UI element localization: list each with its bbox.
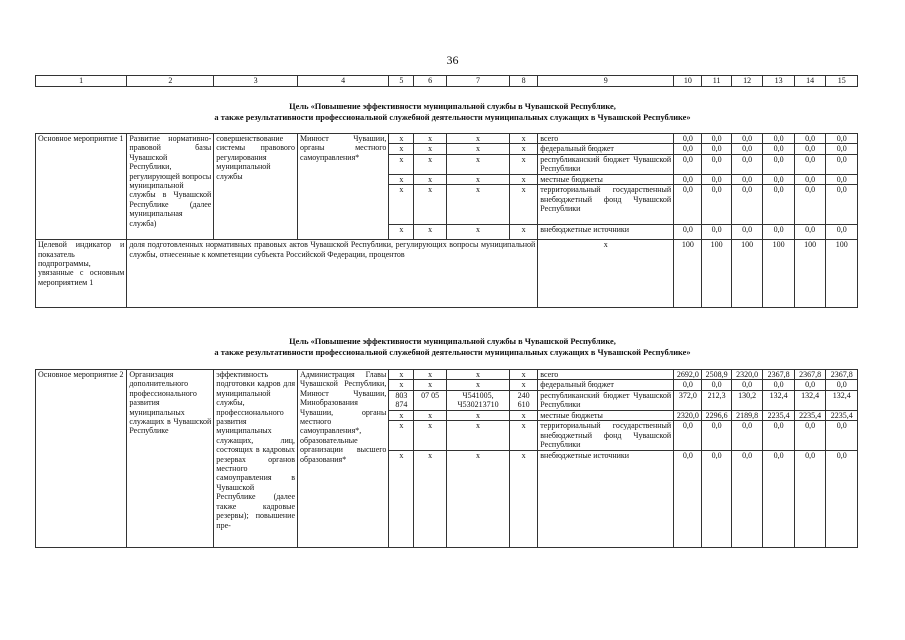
funding-value: 0,0	[702, 380, 731, 390]
column-number: 4	[298, 76, 389, 87]
expected-result: совершенствование системы правового регулирования муниципальной службы	[214, 134, 298, 240]
funding-value: 0,0	[826, 174, 858, 184]
budget-code-c5: x	[389, 410, 414, 420]
column-number: 9	[538, 76, 674, 87]
funding-value: 132,4	[826, 390, 858, 410]
target-indicator-text: доля подготовленных нормативных правовых актов Чувашской Республики, регулирующих вопросы муниципальной службы, отнесенные к компетенции субъекта Российской Федерации, процентов	[127, 240, 538, 308]
funding-value: 2235,4	[763, 410, 795, 420]
funding-value: 0,0	[674, 154, 702, 174]
funding-value: 0,0	[731, 144, 763, 154]
target-indicator-value: 100	[763, 240, 795, 308]
funding-value: 0,0	[794, 451, 826, 548]
funding-value: 0,0	[674, 421, 702, 451]
funding-value: 0,0	[731, 421, 763, 451]
main-measure-2-table	[35, 369, 858, 548]
budget-code-c7: x	[446, 380, 509, 390]
funding-value: 0,0	[763, 380, 795, 390]
target-indicator-value: 100	[794, 240, 826, 308]
funding-value: 0,0	[674, 144, 702, 154]
funding-value: 0,0	[702, 185, 731, 225]
budget-code-c8: x	[510, 144, 538, 154]
budget-code-c8: x	[510, 451, 538, 548]
funding-value: 0,0	[702, 174, 731, 184]
measure-name: Основное мероприятие 2	[36, 370, 127, 548]
column-number: 1	[36, 76, 127, 87]
budget-code-c7: x	[446, 134, 509, 144]
funding-value: 0,0	[826, 380, 858, 390]
budget-code-c6: x	[414, 185, 447, 225]
budget-code-c7: x	[446, 225, 509, 240]
budget-code-c5: x	[389, 421, 414, 451]
measure-name: Основное мероприятие 1	[36, 134, 127, 240]
budget-code-c8: x	[510, 410, 538, 420]
budget-code-c7: x	[446, 144, 509, 154]
funding-value: 2367,8	[826, 370, 858, 380]
goal-heading-2: Цель «Повышение эффективности муниципальной службы в Чувашской Республике, а также результативности профессиональной служебной деятельности муниципальных служащих в Чувашской Республике»	[214, 337, 691, 357]
column-number: 13	[763, 76, 795, 87]
funding-value: 0,0	[826, 225, 858, 240]
measure-description: Развитие нормативно-правовой базы Чувашской Республики, регулирующей вопросы муниципальной службы в Чувашской Республике (далее муниципальная служба)	[127, 134, 214, 240]
funding-value: 0,0	[763, 185, 795, 225]
funding-value: 0,0	[731, 154, 763, 174]
column-number: 15	[826, 76, 858, 87]
funding-value: 2692,0	[674, 370, 702, 380]
budget-code-c6: x	[414, 451, 447, 548]
funding-value: 372,0	[674, 390, 702, 410]
funding-value: 0,0	[794, 380, 826, 390]
budget-code-c6: x	[414, 134, 447, 144]
funding-value: 0,0	[826, 134, 858, 144]
budget-code-c5: 803 874	[389, 390, 414, 410]
budget-code-c8: x	[510, 134, 538, 144]
funding-value: 0,0	[731, 174, 763, 184]
column-number: 12	[731, 76, 763, 87]
budget-code-c5: x	[389, 370, 414, 380]
funding-value: 0,0	[763, 421, 795, 451]
funding-value: 0,0	[763, 174, 795, 184]
funding-value: 0,0	[674, 134, 702, 144]
table-row	[36, 134, 858, 144]
funding-value: 0,0	[731, 451, 763, 548]
funding-value: 0,0	[826, 185, 858, 225]
funding-value: 0,0	[794, 134, 826, 144]
funding-source: территориальный государственный внебюджетный фонд Чувашской Республики	[538, 185, 674, 225]
funding-source: внебюджетные источники	[538, 225, 674, 240]
budget-code-c5: x	[389, 451, 414, 548]
budget-code-c5: x	[389, 225, 414, 240]
column-number: 5	[389, 76, 414, 87]
column-number: 14	[794, 76, 826, 87]
funding-value: 0,0	[731, 134, 763, 144]
budget-code-c5: x	[389, 185, 414, 225]
budget-code-c7: Ч541005, Ч530213710	[446, 390, 509, 410]
funding-value: 0,0	[763, 144, 795, 154]
budget-code-c8: x	[510, 370, 538, 380]
funding-value: 2235,4	[826, 410, 858, 420]
funding-value: 0,0	[794, 421, 826, 451]
funding-value: 130,2	[731, 390, 763, 410]
funding-value: 2320,0	[674, 410, 702, 420]
funding-value: 0,0	[674, 174, 702, 184]
target-indicator-x: x	[538, 240, 674, 308]
funding-value: 0,0	[826, 451, 858, 548]
target-indicator-value: 100	[731, 240, 763, 308]
funding-value: 0,0	[794, 154, 826, 174]
budget-code-c6: x	[414, 380, 447, 390]
budget-code-c6: x	[414, 174, 447, 184]
funding-source: всего	[538, 134, 674, 144]
expected-result: эффективность подготовки кадров для муниципальной службы, профессионального развития муниципальных служащих, лиц, состоящих в кадровых резервах органов местного самоуправления в Чувашской Республике (далее также кадровые резервы); повышение пре-	[214, 370, 298, 548]
funding-value: 132,4	[794, 390, 826, 410]
table-row	[36, 370, 858, 380]
budget-code-c5: x	[389, 144, 414, 154]
funding-value: 0,0	[674, 451, 702, 548]
column-number: 11	[702, 76, 731, 87]
funding-value: 2235,4	[794, 410, 826, 420]
funding-value: 0,0	[794, 225, 826, 240]
funding-value: 2320,0	[731, 370, 763, 380]
column-number: 7	[446, 76, 509, 87]
budget-code-c7: x	[446, 421, 509, 451]
column-number: 10	[674, 76, 702, 87]
budget-code-c6: x	[414, 154, 447, 174]
target-indicator-value: 100	[826, 240, 858, 308]
budget-code-c7: x	[446, 410, 509, 420]
funding-value: 0,0	[731, 225, 763, 240]
column-number: 3	[214, 76, 298, 87]
responsible-executor: Администрация Главы Чувашской Республики, Минюст Чувашии, Минобразования Чувашии, органы местного самоуправления*, образовательные организации высшего образования*	[298, 370, 389, 548]
funding-value: 2367,8	[763, 370, 795, 380]
funding-value: 0,0	[702, 225, 731, 240]
funding-value: 0,0	[731, 380, 763, 390]
budget-code-c6: x	[414, 225, 447, 240]
column-number: 6	[414, 76, 447, 87]
funding-value: 2296,6	[702, 410, 731, 420]
main-measure-1-table	[35, 133, 858, 308]
funding-value: 2367,8	[794, 370, 826, 380]
budget-code-c8: x	[510, 185, 538, 225]
budget-code-c6: x	[414, 410, 447, 420]
target-indicator-value: 100	[674, 240, 702, 308]
budget-code-c7: x	[446, 174, 509, 184]
funding-value: 0,0	[826, 421, 858, 451]
funding-value: 0,0	[702, 421, 731, 451]
funding-value: 0,0	[763, 451, 795, 548]
budget-code-c6: x	[414, 370, 447, 380]
budget-code-c7: x	[446, 370, 509, 380]
funding-value: 2189,8	[731, 410, 763, 420]
funding-value: 0,0	[826, 144, 858, 154]
funding-source: местные бюджеты	[538, 174, 674, 184]
funding-value: 0,0	[763, 134, 795, 144]
budget-code-c7: x	[446, 185, 509, 225]
budget-code-c6: 07 05	[414, 390, 447, 410]
funding-value: 0,0	[794, 174, 826, 184]
funding-value: 0,0	[674, 225, 702, 240]
funding-value: 212,3	[702, 390, 731, 410]
budget-code-c8: x	[510, 174, 538, 184]
page-number: 36	[446, 53, 459, 67]
budget-code-c5: x	[389, 174, 414, 184]
funding-value: 0,0	[794, 144, 826, 154]
column-number: 8	[510, 76, 538, 87]
funding-value: 0,0	[731, 185, 763, 225]
responsible-executor: Минюст Чувашии, органы местного самоуправления*	[298, 134, 389, 240]
funding-value: 0,0	[794, 185, 826, 225]
funding-value: 0,0	[702, 154, 731, 174]
funding-value: 0,0	[763, 154, 795, 174]
funding-value: 0,0	[674, 380, 702, 390]
budget-code-c7: x	[446, 451, 509, 548]
budget-code-c5: x	[389, 380, 414, 390]
funding-value: 0,0	[826, 154, 858, 174]
goal-heading-1: Цель «Повышение эффективности муниципальной службы в Чувашской Республике, а также результативности профессиональной служебной деятельности муниципальных служащих в Чувашской Республике»	[214, 102, 691, 122]
budget-code-c6: x	[414, 421, 447, 451]
budget-code-c7: x	[446, 154, 509, 174]
measure-description: Организация дополнительного профессионального развития муниципальных служащих в Чувашской Республике	[127, 370, 214, 548]
budget-code-c5: x	[389, 154, 414, 174]
budget-code-c8: x	[510, 421, 538, 451]
funding-source: федеральный бюджет	[538, 380, 674, 390]
funding-value: 0,0	[702, 144, 731, 154]
funding-source: федеральный бюджет	[538, 144, 674, 154]
funding-value: 0,0	[763, 225, 795, 240]
funding-source: всего	[538, 370, 674, 380]
funding-value: 0,0	[674, 185, 702, 225]
target-indicator-label: Целевой индикатор и показатель подпрограммы, увязанные с основным мероприятием 1	[36, 240, 127, 308]
funding-source: республиканский бюджет Чувашской Республики	[538, 390, 674, 410]
funding-value: 0,0	[702, 451, 731, 548]
column-number-header	[35, 75, 858, 87]
funding-value: 132,4	[763, 390, 795, 410]
budget-code-c8: x	[510, 154, 538, 174]
budget-code-c8: 240 610	[510, 390, 538, 410]
budget-code-c8: x	[510, 225, 538, 240]
column-number: 2	[127, 76, 214, 87]
target-indicator-row	[36, 240, 858, 308]
target-indicator-value: 100	[702, 240, 731, 308]
funding-value: 0,0	[702, 134, 731, 144]
budget-code-c6: x	[414, 144, 447, 154]
funding-source: местные бюджеты	[538, 410, 674, 420]
budget-code-c8: x	[510, 380, 538, 390]
funding-source: внебюджетные источники	[538, 451, 674, 548]
funding-source: территориальный государственный внебюджетный фонд Чувашской Республики	[538, 421, 674, 451]
funding-value: 2508,9	[702, 370, 731, 380]
budget-code-c5: x	[389, 134, 414, 144]
funding-source: республиканский бюджет Чувашской Республики	[538, 154, 674, 174]
